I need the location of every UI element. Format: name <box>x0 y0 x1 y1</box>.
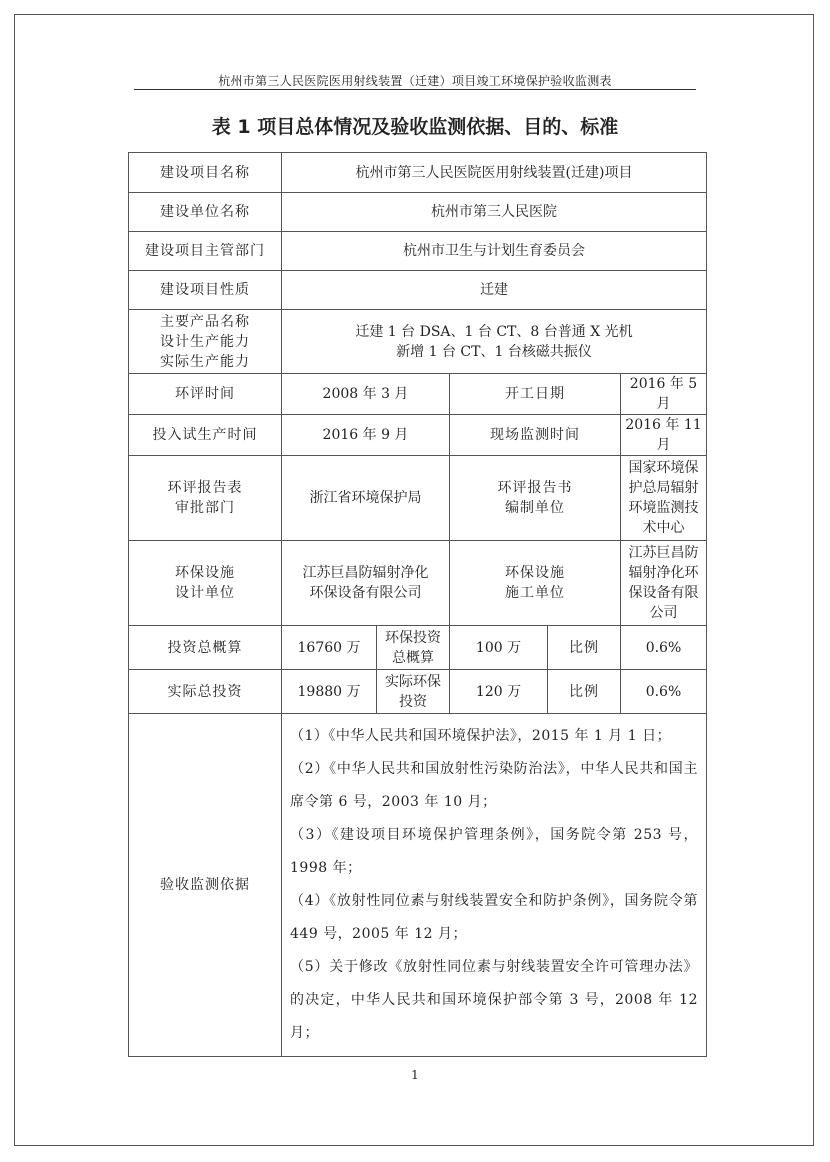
actual-investment-value: 19880 万 <box>282 670 377 714</box>
compile-value-line: 术中心 <box>642 520 685 536</box>
env-budget-label-line: 总概算 <box>392 649 434 666</box>
product-value-line: 新增 1 台 CT、1 台核磁共振仪 <box>396 343 592 360</box>
env-actual-label-line: 投资 <box>399 693 427 710</box>
start-date-value: 2016 年 5 月 <box>621 374 707 415</box>
nature-label: 建设项目性质 <box>129 271 282 310</box>
table-row <box>129 670 707 714</box>
build-unit-value-line: 辐射净化环 <box>628 565 699 581</box>
design-unit-label <box>129 541 282 626</box>
compile-value-line: 环境监测技 <box>628 500 699 516</box>
design-unit-label-line: 设计单位 <box>175 585 235 601</box>
trial-label: 投入试生产时间 <box>129 415 282 456</box>
design-unit-value <box>282 541 450 626</box>
table-row <box>129 541 707 626</box>
build-unit-value <box>621 541 707 626</box>
monitor-time-value: 2016 年 11 月 <box>621 415 707 456</box>
build-unit-value-line: 保设备有限 <box>628 585 699 601</box>
env-budget-label <box>377 626 450 670</box>
unit-value: 杭州市第三人民医院 <box>282 193 707 232</box>
basis-item: （3）《建设项目环境保护管理条例》，国务院令第 253 号，1998 年； <box>290 827 698 876</box>
product-label-line: 主要产品名称 <box>160 313 250 330</box>
table-row <box>129 626 707 670</box>
approval-value: 浙江省环境保护局 <box>282 456 450 541</box>
trial-value: 2016 年 9 月 <box>282 415 450 456</box>
approval-label-line: 审批部门 <box>175 500 235 516</box>
product-value-line: 迁建 1 台 DSA、1 台 CT、8 台普通 X 光机 <box>355 323 633 340</box>
start-date-label: 开工日期 <box>450 374 621 415</box>
env-budget-label-line: 环保投资 <box>385 629 441 646</box>
env-actual-label-line: 实际环保 <box>385 673 441 690</box>
monitor-time-label: 现场监测时间 <box>450 415 621 456</box>
build-unit-label-line: 环保设施 <box>505 565 565 581</box>
eia-time-label: 环评时间 <box>129 374 282 415</box>
basis-item: （2）《中华人民共和国放射性污染防治法》，中华人民共和国主席令第 6 号，2003 年 10 月； <box>290 761 698 810</box>
budget-value: 16760 万 <box>282 626 377 670</box>
product-label-line: 设计生产能力 <box>160 333 250 350</box>
ratio-label: 比例 <box>548 626 621 670</box>
table-row <box>129 415 707 456</box>
env-actual-label <box>377 670 450 714</box>
design-unit-value-line: 江苏巨昌防辐射净化 <box>302 565 429 581</box>
table-row <box>129 456 707 541</box>
project-name-label: 建设项目名称 <box>129 153 282 193</box>
actual-investment-label: 实际总投资 <box>129 670 282 714</box>
ratio-label: 比例 <box>548 670 621 714</box>
unit-label: 建设单位名称 <box>129 193 282 232</box>
eia-time-value: 2008 年 3 月 <box>282 374 450 415</box>
page-number: 1 <box>411 1068 419 1082</box>
running-header: 杭州市第三人民医院医用射线装置（迁建）项目竣工环境保护验收监测表 <box>218 74 612 88</box>
build-unit-label <box>450 541 621 626</box>
env-budget-value: 100 万 <box>450 626 548 670</box>
actual-ratio: 0.6% <box>621 670 707 714</box>
compile-value-line: 国家环境保 <box>628 460 699 476</box>
compile-label <box>450 456 621 541</box>
design-unit-value-line: 环保设备有限公司 <box>309 585 422 601</box>
product-label <box>129 310 282 374</box>
dept-value: 杭州市卫生与计划生育委员会 <box>282 232 707 271</box>
compile-value-line: 护总局辐射 <box>628 480 699 496</box>
dept-label: 建设项目主管部门 <box>129 232 282 271</box>
compile-label-line: 编制单位 <box>505 500 565 516</box>
build-unit-value-line: 江苏巨昌防 <box>628 545 699 561</box>
env-actual-value: 120 万 <box>450 670 548 714</box>
table-row <box>129 310 707 374</box>
header-rule <box>134 89 696 90</box>
table-row <box>129 193 707 232</box>
basis-item: （4）《放射性同位素与射线装置安全和防护条例》，国务院令第 449 号，2005 年 12 月； <box>290 893 698 942</box>
table-row <box>129 271 707 310</box>
table-row <box>129 232 707 271</box>
build-unit-value-line: 公司 <box>649 605 678 621</box>
compile-value <box>621 456 707 541</box>
budget-ratio: 0.6% <box>621 626 707 670</box>
product-label-line: 实际生产能力 <box>160 353 250 370</box>
product-value <box>282 310 707 374</box>
budget-label: 投资总概算 <box>129 626 282 670</box>
nature-value: 迁建 <box>282 271 707 310</box>
design-unit-label-line: 环保设施 <box>175 565 235 581</box>
basis-content <box>282 714 707 1057</box>
project-name-value: 杭州市第三人民医院医用射线装置(迁建)项目 <box>282 153 707 193</box>
project-info-table <box>128 152 707 1057</box>
table-row <box>129 374 707 415</box>
table-row <box>129 714 707 1057</box>
basis-item: （1）《中华人民共和国环境保护法》，2015 年 1 月 1 日； <box>290 728 672 744</box>
approval-label <box>129 456 282 541</box>
build-unit-label-line: 施工单位 <box>505 585 565 601</box>
table-row <box>129 153 707 193</box>
approval-label-line: 环评报告表 <box>167 480 243 496</box>
compile-label-line: 环评报告书 <box>497 480 573 496</box>
table-title: 表 1 项目总体情况及验收监测依据、目的、标准 <box>211 116 619 138</box>
basis-label: 验收监测依据 <box>129 714 282 1057</box>
basis-item: （5）关于修改《放射性同位素与射线装置安全许可管理办法》的决定，中华人民共和国环境保护部令第 3 号，2008 年 12 月； <box>290 959 698 1041</box>
